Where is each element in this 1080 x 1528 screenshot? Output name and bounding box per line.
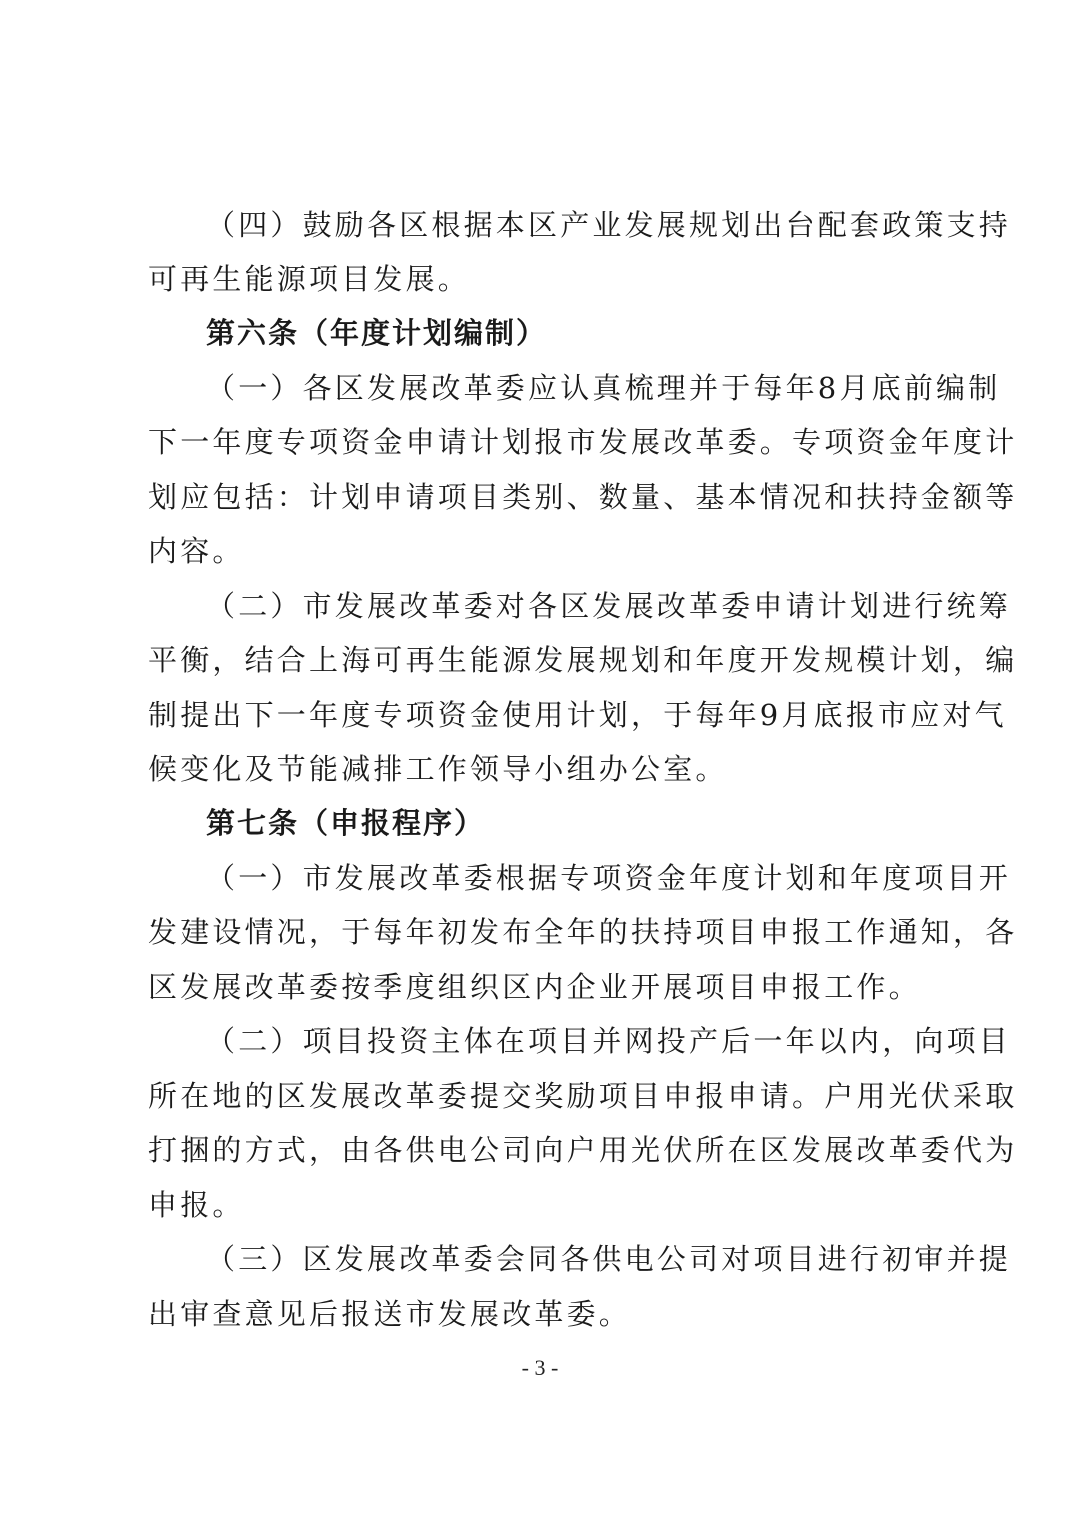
article-6-item-1-line-4: 内容。 [148, 534, 245, 568]
article-6-item-1-line-1: （一）各区发展改革委应认真梳理并于每年8月底前编制 [206, 371, 1001, 405]
article-6-item-1-line-2: 下一年度专项资金申请计划报市发展改革委。专项资金年度计 [148, 425, 1018, 459]
page-number: - 3 - [521, 1355, 559, 1380]
article-7-item-2-line-2: 所在地的区发展改革委提交奖励项目申报申请。户用光伏采取 [148, 1079, 1018, 1113]
article-7-item-3-line-1: （三）区发展改革委会同各供电公司对项目进行初审并提 [206, 1242, 1012, 1276]
paragraph-4-line-1: （四）鼓励各区根据本区产业发展规划出台配套政策支持 [206, 208, 1012, 242]
article-7-item-3-line-2: 出审查意见后报送市发展改革委。 [148, 1297, 632, 1331]
article-7-item-2-line-4: 申报。 [148, 1188, 245, 1222]
paragraph-4-line-2: 可再生能源项目发展。 [148, 262, 471, 296]
article-6-item-2-line-2: 平衡，结合上海可再生能源发展规划和年度开发规模计划，编 [148, 643, 1018, 677]
article-6-heading: 第六条（年度计划编制） [206, 316, 548, 350]
article-7-item-1-line-3: 区发展改革委按季度组织区内企业开展项目申报工作。 [148, 970, 921, 1004]
article-6-item-1-line-3: 划应包括：计划申请项目类别、数量、基本情况和扶持金额等 [148, 480, 1018, 514]
article-7-item-2-line-3: 打捆的方式，由各供电公司向户用光伏所在区发展改革委代为 [148, 1133, 1018, 1167]
article-7-item-2-line-1: （二）项目投资主体在项目并网投产后一年以内，向项目 [206, 1024, 1012, 1058]
article-6-item-2-line-1: （二）市发展改革委对各区发展改革委申请计划进行统筹 [206, 589, 1012, 623]
article-7-item-1-line-1: （一）市发展改革委根据专项资金年度计划和年度项目开 [206, 861, 1012, 895]
article-7-heading: 第七条（申报程序） [206, 806, 486, 840]
article-6-item-2-line-3: 制提出下一年度专项资金使用计划，于每年9月底报市应对气 [148, 698, 1007, 732]
article-6-item-2-line-4: 候变化及节能减排工作领导小组办公室。 [148, 752, 728, 786]
article-7-item-1-line-2: 发建设情况，于每年初发布全年的扶持项目申报工作通知，各 [148, 915, 1018, 949]
